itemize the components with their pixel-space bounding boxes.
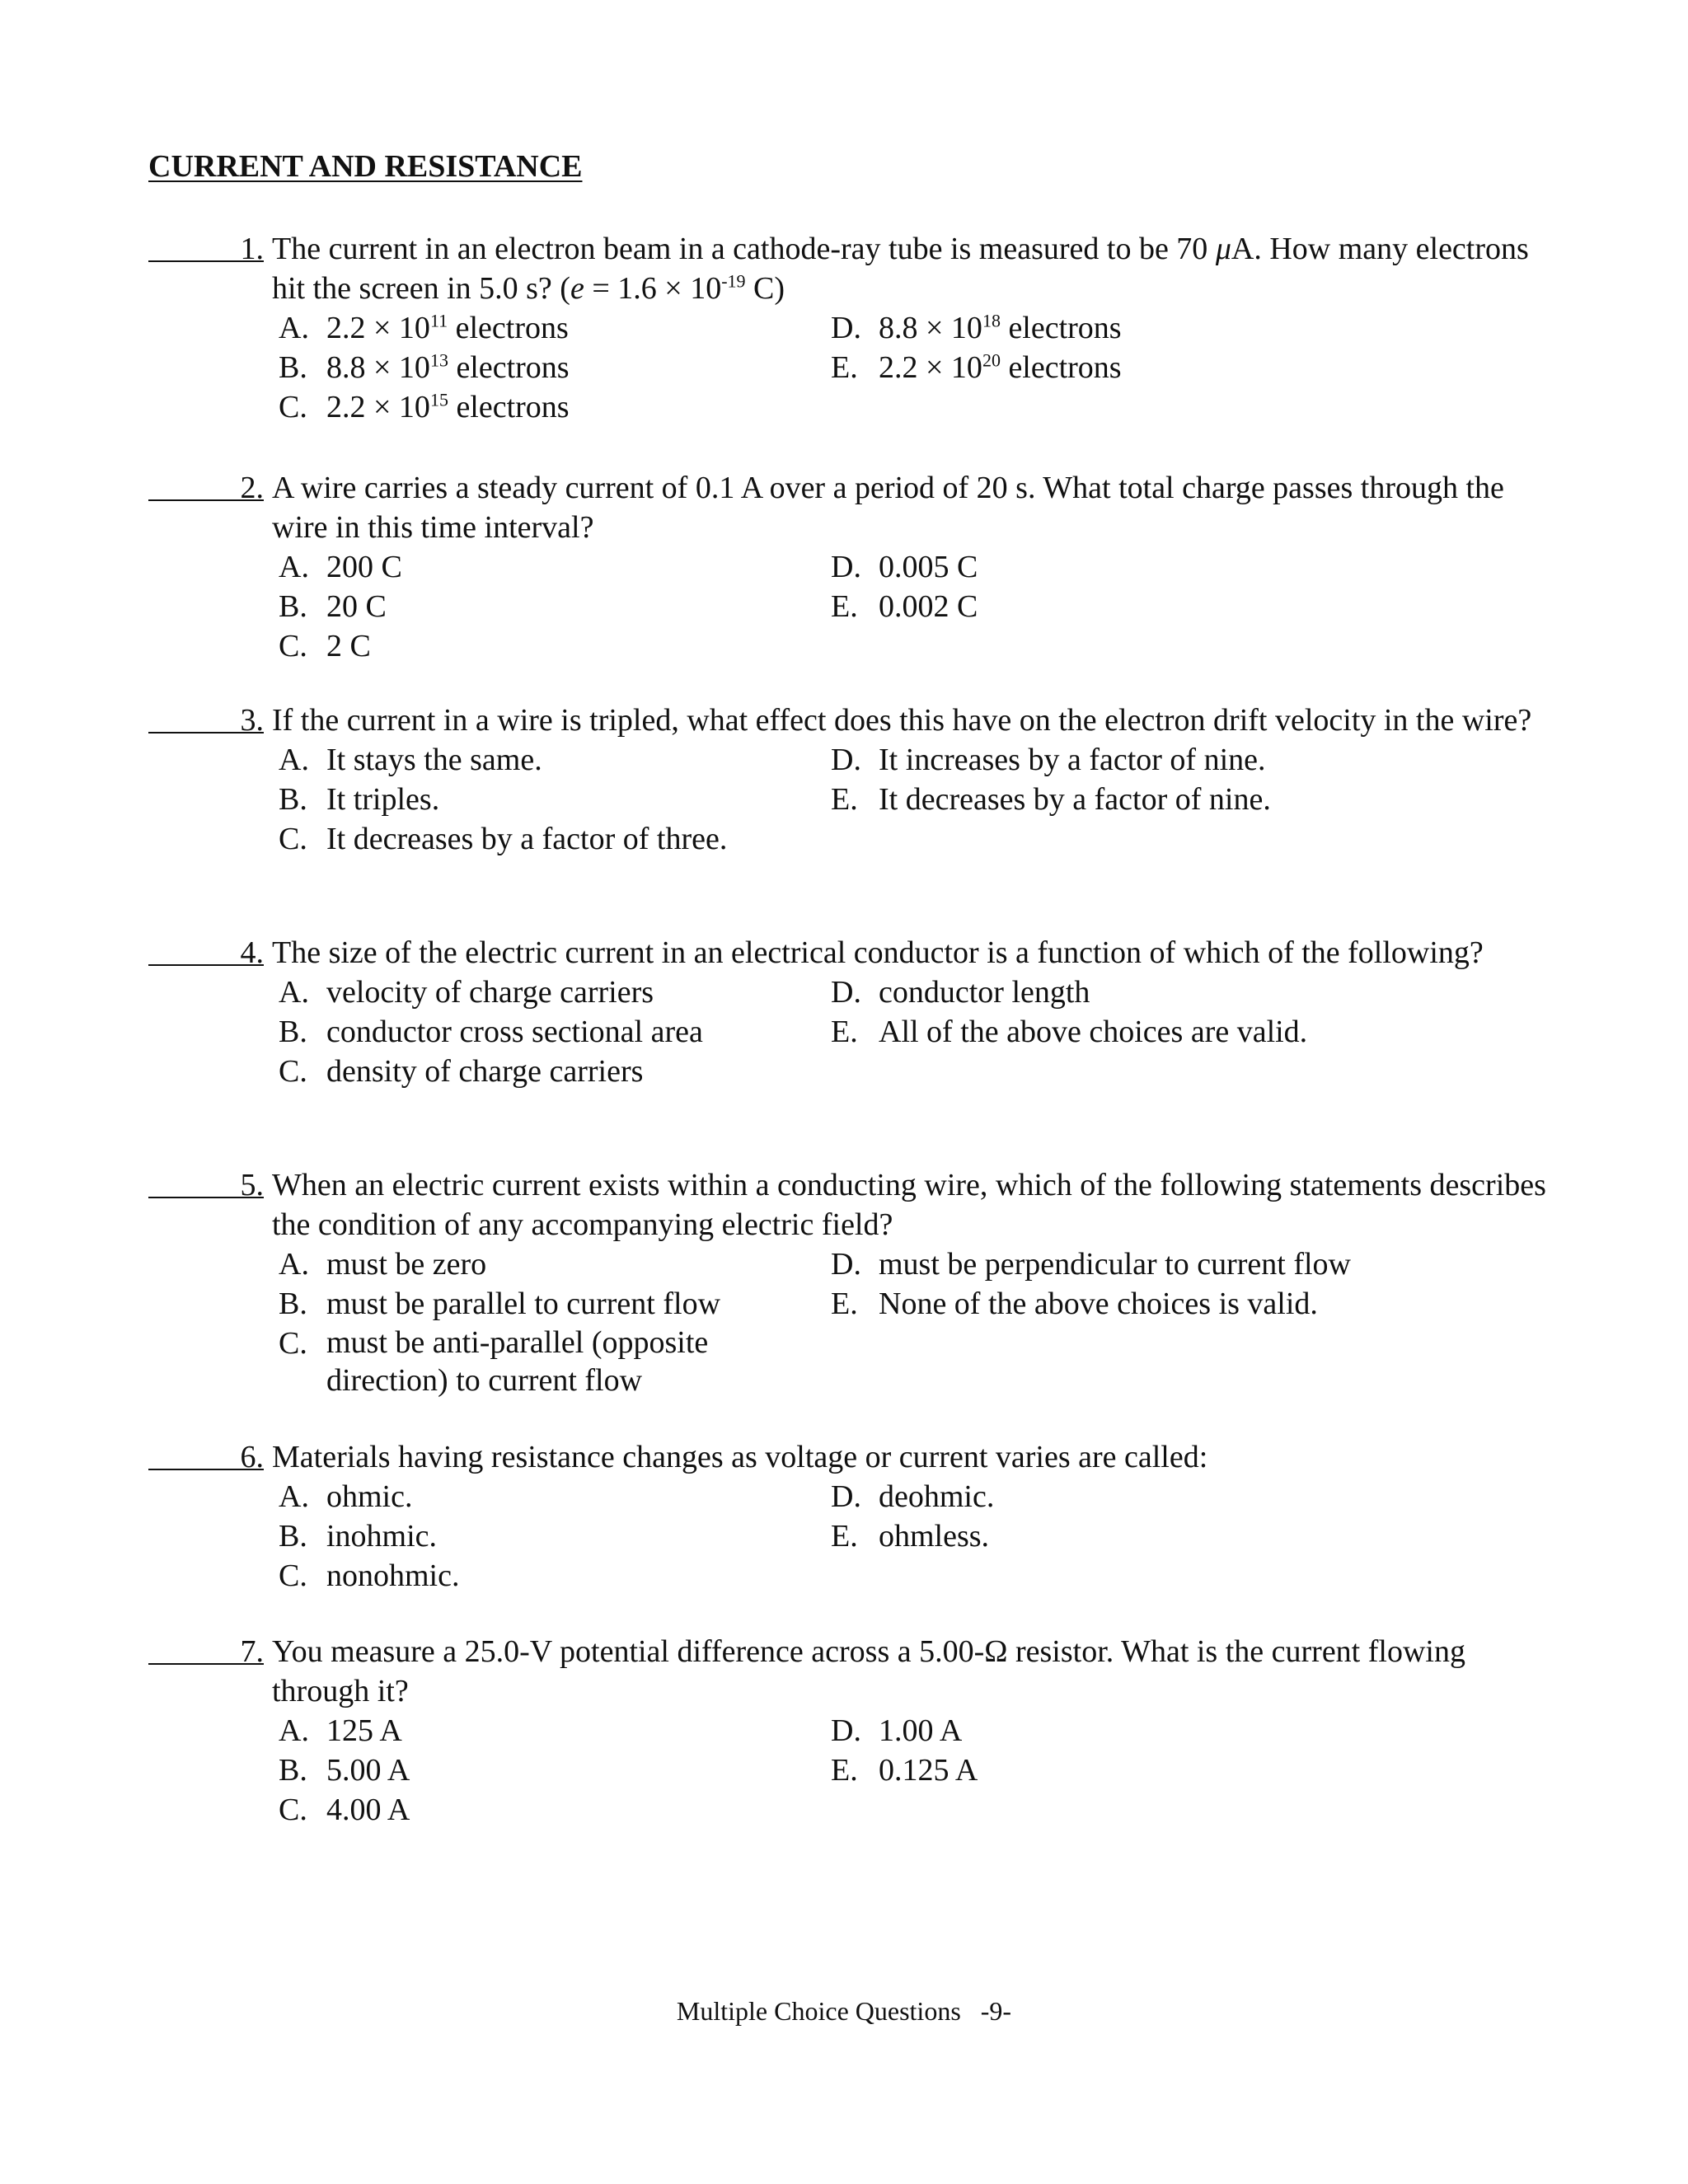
question-number: 5. xyxy=(240,1168,264,1202)
answer-blank xyxy=(148,468,264,505)
choice-e[interactable]: E. 0.125 A xyxy=(831,1753,978,1788)
answer-blank xyxy=(148,1437,264,1474)
question-text: When an electric current exists within a conducting wire, which of the following statements describes the condition of any accompanying electric field? xyxy=(272,1168,1546,1242)
choice-list xyxy=(279,308,1550,427)
question-6 xyxy=(148,1437,1550,1596)
question-5 xyxy=(148,1165,1550,1399)
choice-c[interactable]: C. It decreases by a factor of three. xyxy=(279,822,728,856)
choice-a[interactable]: A. 200 C xyxy=(279,550,402,584)
choice-list xyxy=(279,1477,1550,1596)
choice-e[interactable]: E. All of the above choices are valid. xyxy=(831,1015,1308,1049)
choice-d[interactable]: D. 1.00 A xyxy=(831,1713,963,1748)
choice-e[interactable]: E. None of the above choices is valid. xyxy=(831,1286,1318,1321)
question-text: Materials having resistance changes as voltage or current varies are called: xyxy=(272,1440,1208,1474)
choice-d[interactable]: D. must be perpendicular to current flow xyxy=(831,1247,1351,1282)
choice-e[interactable]: E. 0.002 C xyxy=(831,589,978,624)
choice-list xyxy=(279,1244,1550,1399)
answer-blank xyxy=(148,1165,264,1202)
question-text: A wire carries a steady current of 0.1 A over a period of 20 s. What total charge passes through the wire in this time interval? xyxy=(272,471,1504,545)
choice-a[interactable]: A. It stays the same. xyxy=(279,743,542,777)
question-number: 2. xyxy=(240,471,264,505)
choice-b[interactable]: B. 5.00 A xyxy=(279,1753,410,1788)
page-title: CURRENT AND RESISTANCE xyxy=(148,149,583,184)
choice-e[interactable]: E. ohmless. xyxy=(831,1519,990,1554)
choice-b[interactable]: B. It triples. xyxy=(279,782,440,817)
choice-c[interactable]: C. $2.2 \times 10^{15}$ electrons xyxy=(279,389,570,424)
page-footer: Multiple Choice Questions -9- xyxy=(676,1996,1012,2026)
answer-blank xyxy=(148,933,264,970)
choice-b[interactable]: B. $8.8 \times 10^{13}$ electrons xyxy=(279,349,570,385)
mu-symbol: μ xyxy=(1215,232,1231,266)
choice-c[interactable]: C. nonohmic. xyxy=(279,1558,460,1593)
choice-c[interactable]: C. 2 C xyxy=(279,629,371,663)
question-3 xyxy=(148,701,1550,859)
question-text: The current in an electron beam in a cathode-ray tube is measured to be 70 μA. How many electrons hit the screen in 5.0 s? ($e = 1.6 \times 10^{-19}$ C) xyxy=(272,232,1529,306)
question-1 xyxy=(148,229,1550,427)
choice-d[interactable]: D. $8.8 \times 10^{18}$ electrons xyxy=(831,310,1122,345)
choice-b[interactable]: B. conductor cross sectional area xyxy=(279,1015,703,1049)
choice-list xyxy=(279,547,1550,666)
choice-a[interactable]: A. 125 A xyxy=(279,1713,402,1748)
question-2 xyxy=(148,468,1550,666)
answer-blank xyxy=(148,229,264,266)
choice-c[interactable]: C. density of charge carriers xyxy=(279,1054,644,1089)
question-number: 4. xyxy=(240,935,264,970)
choice-e[interactable]: E. $2.2 \times 10^{20}$ electrons xyxy=(831,349,1122,385)
choice-d[interactable]: D. 0.005 C xyxy=(831,550,978,584)
choice-d[interactable]: D. It increases by a factor of nine. xyxy=(831,743,1266,777)
answer-blank xyxy=(148,701,264,738)
question-number: 1. xyxy=(240,232,264,266)
choice-a[interactable]: A. must be zero xyxy=(279,1247,487,1282)
question-number: 6. xyxy=(240,1440,264,1474)
question-7 xyxy=(148,1632,1550,1830)
choice-b[interactable]: B. inohmic. xyxy=(279,1519,438,1554)
question-text: If the current in a wire is tripled, what effect does this have on the electron drift velocity in the wire? xyxy=(272,703,1532,738)
question-number: 7. xyxy=(240,1634,264,1669)
question-text: You measure a 25.0-V potential difference across a 5.00-Ω resistor. What is the current flowing through it? xyxy=(272,1634,1465,1708)
choice-b[interactable]: B. must be parallel to current flow xyxy=(279,1286,721,1321)
choice-list xyxy=(279,1711,1550,1830)
choice-a[interactable]: A. ohmic. xyxy=(279,1479,413,1514)
choice-a[interactable]: A. $2.2 \times 10^{11}$ electrons xyxy=(279,310,569,345)
choice-d[interactable]: D. deohmic. xyxy=(831,1479,995,1514)
choice-e[interactable]: E. It decreases by a factor of nine. xyxy=(831,782,1271,817)
choice-c[interactable]: C. must be anti-parallel (opposite direction) to current flow xyxy=(279,1325,709,1398)
question-text: The size of the electric current in an electrical conductor is a function of which of the following? xyxy=(272,935,1484,970)
question-4 xyxy=(148,933,1550,1091)
choice-list xyxy=(279,740,1550,859)
e-symbol: e xyxy=(570,271,584,306)
choice-d[interactable]: D. conductor length xyxy=(831,975,1090,1010)
choice-b[interactable]: B. 20 C xyxy=(279,589,387,624)
choice-c[interactable]: C. 4.00 A xyxy=(279,1793,410,1827)
choice-list xyxy=(279,972,1550,1091)
choice-a[interactable]: A. velocity of charge carriers xyxy=(279,975,654,1010)
answer-blank xyxy=(148,1632,264,1669)
question-number: 3. xyxy=(240,703,264,738)
